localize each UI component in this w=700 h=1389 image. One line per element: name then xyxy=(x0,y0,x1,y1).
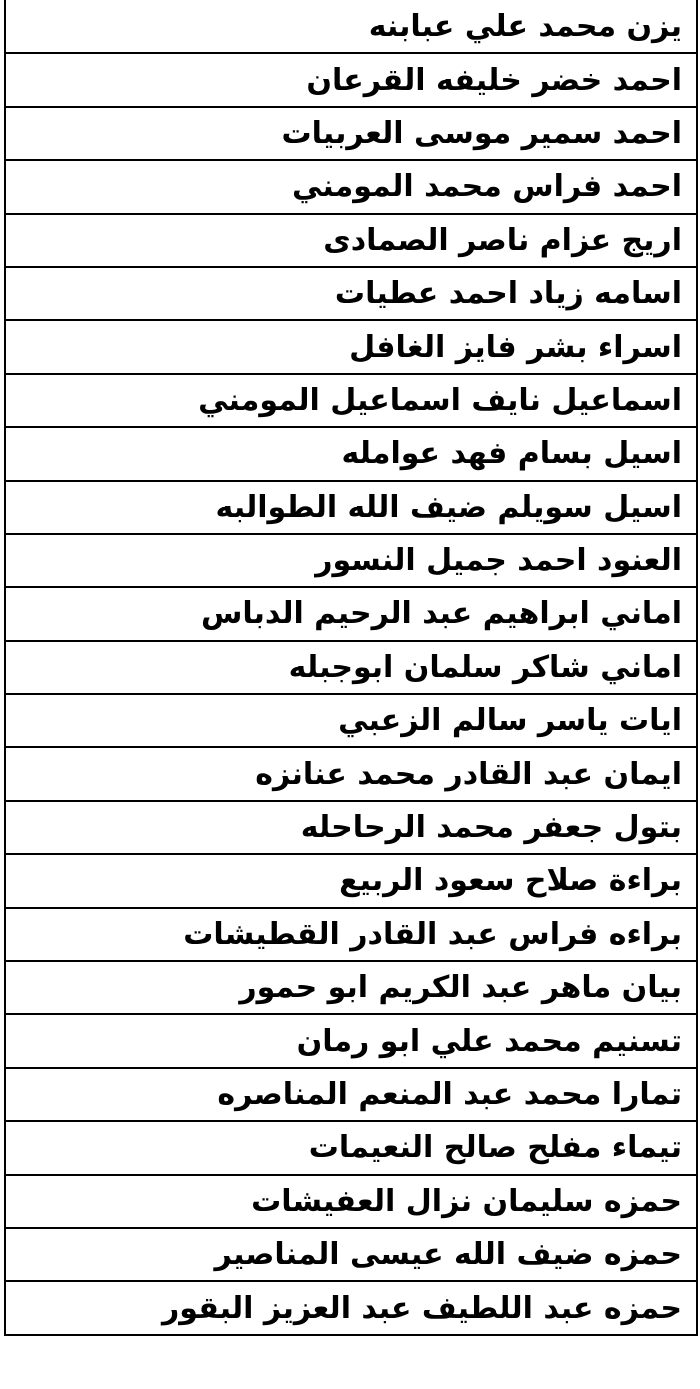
name-cell[interactable]: العنود احمد جميل النسور xyxy=(5,534,697,587)
table-row xyxy=(5,160,697,213)
table-row xyxy=(5,1121,697,1174)
table-row xyxy=(5,908,697,961)
name-cell[interactable]: احمد خضر خليفه القرعان xyxy=(5,53,697,106)
table-row xyxy=(5,214,697,267)
table-row xyxy=(5,801,697,854)
name-cell[interactable]: اسيل بسام فهد عوامله xyxy=(5,427,697,480)
table-row xyxy=(5,267,697,320)
name-cell[interactable]: بتول جعفر محمد الرحاحله xyxy=(5,801,697,854)
table-row xyxy=(5,961,697,1014)
table-row xyxy=(5,1228,697,1281)
table-row xyxy=(5,587,697,640)
name-cell[interactable]: تمارا محمد عبد المنعم المناصره xyxy=(5,1068,697,1121)
table-row xyxy=(5,1014,697,1067)
table-row xyxy=(5,1281,697,1334)
table-row xyxy=(5,1175,697,1228)
name-cell[interactable]: اسراء بشر فايز الغافل xyxy=(5,320,697,373)
name-cell[interactable]: حمزه عبد اللطيف عبد العزيز البقور xyxy=(5,1281,697,1334)
table-row xyxy=(5,481,697,534)
table-row xyxy=(5,641,697,694)
table-row xyxy=(5,320,697,373)
name-cell[interactable]: براءة صلاح سعود الربيع xyxy=(5,854,697,907)
names-table xyxy=(4,0,698,1336)
names-table-body xyxy=(5,0,697,1335)
table-row xyxy=(5,534,697,587)
name-cell[interactable]: ايات ياسر سالم الزعبي xyxy=(5,694,697,747)
name-cell[interactable]: يزن محمد علي عبابنه xyxy=(5,0,697,53)
name-cell[interactable]: احمد فراس محمد المومني xyxy=(5,160,697,213)
name-cell[interactable]: اسماعيل نايف اسماعيل المومني xyxy=(5,374,697,427)
table-row xyxy=(5,427,697,480)
name-cell[interactable]: اريج عزام ناصر الصمادى xyxy=(5,214,697,267)
name-cell[interactable]: اماني ابراهيم عبد الرحيم الدباس xyxy=(5,587,697,640)
table-row xyxy=(5,1068,697,1121)
name-cell[interactable]: اسامه زياد احمد عطيات xyxy=(5,267,697,320)
name-cell[interactable]: تيماء مفلح صالح النعيمات xyxy=(5,1121,697,1174)
table-row xyxy=(5,747,697,800)
table-row xyxy=(5,854,697,907)
table-row xyxy=(5,374,697,427)
name-cell[interactable]: براءه فراس عبد القادر القطيشات xyxy=(5,908,697,961)
name-cell[interactable]: حمزه سليمان نزال العفيشات xyxy=(5,1175,697,1228)
name-cell[interactable]: اسيل سويلم ضيف الله الطوالبه xyxy=(5,481,697,534)
table-row xyxy=(5,107,697,160)
table-row xyxy=(5,0,697,53)
name-cell[interactable]: اماني شاكر سلمان ابوجبله xyxy=(5,641,697,694)
table-row xyxy=(5,53,697,106)
table-row xyxy=(5,694,697,747)
name-cell[interactable]: ايمان عبد القادر محمد عنانزه xyxy=(5,747,697,800)
name-cell[interactable]: احمد سمير موسى العربيات xyxy=(5,107,697,160)
name-cell[interactable]: تسنيم محمد علي ابو رمان xyxy=(5,1014,697,1067)
name-cell[interactable]: بيان ماهر عبد الكريم ابو حمور xyxy=(5,961,697,1014)
name-cell[interactable]: حمزه ضيف الله عيسى المناصير xyxy=(5,1228,697,1281)
